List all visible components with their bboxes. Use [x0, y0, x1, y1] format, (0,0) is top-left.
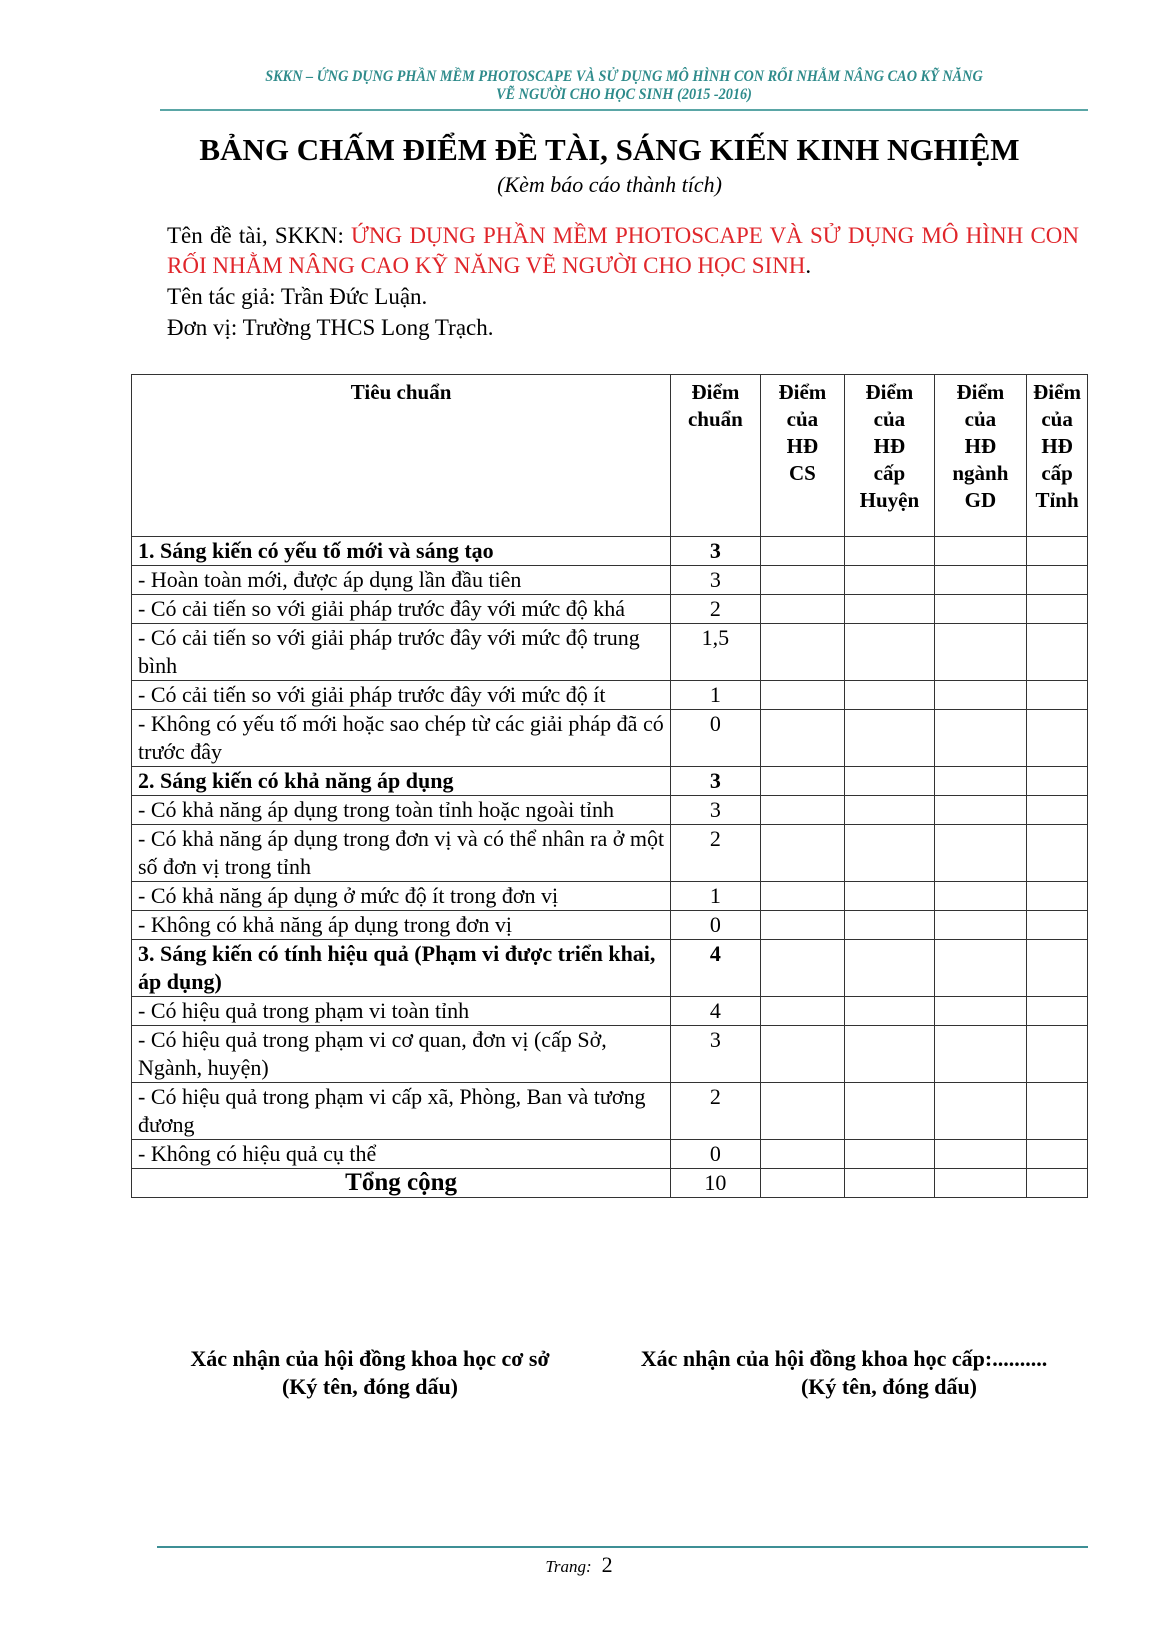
document-subtitle: (Kèm báo cáo thành tích)	[497, 172, 722, 197]
header-cs	[760, 375, 844, 537]
score-cell-nganh[interactable]	[934, 997, 1026, 1026]
score-cell-huyen[interactable]	[845, 796, 935, 825]
table-group-row	[132, 940, 1088, 997]
score-cell-nganh[interactable]	[934, 1083, 1026, 1140]
criteria-cell: - Không có khả năng áp dụng trong đơn vị	[132, 911, 671, 940]
score-cell-tinh[interactable]	[1027, 595, 1088, 624]
score-cell-nganh[interactable]	[934, 566, 1026, 595]
criteria-cell: - Có hiệu quả trong phạm vi cơ quan, đơn vị (cấp Sở, Ngành, huyện)	[132, 1026, 671, 1083]
topic-end: .	[805, 253, 812, 278]
standard-score-cell: 3	[671, 566, 760, 595]
score-cell-tinh[interactable]	[1027, 882, 1088, 911]
standard-score-cell: 1,5	[671, 624, 760, 681]
score-cell-cs[interactable]	[760, 595, 844, 624]
header-criteria: Tiêu chuẩn	[132, 375, 671, 537]
total-row	[132, 1169, 1088, 1198]
unit-line: Đơn vị: Trường THCS Long Trạch.	[167, 315, 494, 340]
header-line: của	[964, 407, 997, 431]
header-line: Điểm	[956, 380, 1005, 404]
page-footer	[0, 1552, 1158, 1578]
header-line: của	[873, 407, 906, 431]
score-cell-cs[interactable]	[760, 940, 844, 997]
score-cell-huyen[interactable]	[845, 537, 935, 566]
table-row	[132, 681, 1088, 710]
score-cell-tinh[interactable]	[1027, 681, 1088, 710]
score-cell-huyen[interactable]	[845, 997, 935, 1026]
criteria-cell: 1. Sáng kiến có yếu tố mới và sáng tạo	[132, 537, 671, 566]
score-cell-huyen[interactable]	[845, 882, 935, 911]
score-cell-cs[interactable]	[760, 537, 844, 566]
score-cell-tinh[interactable]	[1027, 1083, 1088, 1140]
header-line: ngành	[952, 461, 1009, 485]
standard-score-cell: 0	[671, 1140, 760, 1169]
table-group-row	[132, 537, 1088, 566]
score-cell-nganh[interactable]	[934, 1026, 1026, 1083]
score-cell-tinh[interactable]	[1027, 566, 1088, 595]
header-line: của	[1041, 407, 1073, 431]
score-cell-tinh[interactable]	[1027, 825, 1088, 882]
score-cell-cs[interactable]	[760, 767, 844, 796]
table-row	[132, 595, 1088, 624]
standard-score-cell: 0	[671, 710, 760, 767]
table-row	[132, 1083, 1088, 1140]
score-cell-cs[interactable]	[760, 911, 844, 940]
score-cell-huyen[interactable]	[845, 710, 935, 767]
total-label: Tổng cộng	[132, 1169, 671, 1198]
score-cell-huyen[interactable]	[845, 566, 935, 595]
score-cell-huyen[interactable]	[845, 825, 935, 882]
score-cell-nganh[interactable]	[934, 825, 1026, 882]
score-cell-tinh[interactable]	[1027, 796, 1088, 825]
score-cell-tinh[interactable]	[1027, 624, 1088, 681]
running-header	[197, 68, 1051, 104]
header-line: chuẩn	[687, 407, 743, 431]
header-line: HĐ	[1041, 434, 1073, 458]
header-line: cấp	[1041, 461, 1073, 485]
header-line: của	[786, 407, 819, 431]
criteria-cell: - Có cải tiến so với giải pháp trước đây với mức độ trung bình	[132, 624, 671, 681]
score-cell-cs[interactable]	[760, 1026, 844, 1083]
score-cell-nganh[interactable]	[934, 537, 1026, 566]
header-line: CS	[788, 461, 816, 485]
signature-base-note: (Ký tên, đóng dấu)	[281, 1374, 459, 1399]
standard-score-cell: 3	[671, 1026, 760, 1083]
table-row	[132, 997, 1088, 1026]
header-line: Huyện	[859, 488, 920, 512]
score-cell-huyen[interactable]	[845, 1140, 935, 1169]
score-cell-nganh[interactable]	[934, 1169, 1026, 1198]
score-cell-huyen[interactable]	[845, 767, 935, 796]
score-cell-cs[interactable]	[760, 796, 844, 825]
score-cell-huyen[interactable]	[845, 624, 935, 681]
total-score: 10	[671, 1169, 760, 1198]
standard-score-cell: 0	[671, 911, 760, 940]
header-line: Điểm	[1033, 380, 1081, 404]
score-cell-nganh[interactable]	[934, 882, 1026, 911]
criteria-cell: - Hoàn toàn mới, được áp dụng lần đầu tiên	[132, 566, 671, 595]
score-cell-tinh[interactable]	[1027, 997, 1088, 1026]
score-cell-nganh[interactable]	[934, 624, 1026, 681]
criteria-cell: - Không có hiệu quả cụ thể	[132, 1140, 671, 1169]
criteria-cell: 3. Sáng kiến có tính hiệu quả (Phạm vi được triển khai, áp dụng)	[132, 940, 671, 997]
score-cell-cs[interactable]	[760, 624, 844, 681]
criteria-cell: - Không có yếu tố mới hoặc sao chép từ các giải pháp đã có trước đây	[132, 710, 671, 767]
score-cell-huyen[interactable]	[845, 911, 935, 940]
criteria-cell: 2. Sáng kiến có khả năng áp dụng	[132, 767, 671, 796]
header-huyen	[845, 375, 935, 537]
standard-score-cell: 2	[671, 1083, 760, 1140]
score-cell-nganh[interactable]	[934, 767, 1026, 796]
standard-score-cell: 2	[671, 825, 760, 882]
criteria-cell: - Có khả năng áp dụng trong toàn tỉnh hoặc ngoài tỉnh	[132, 796, 671, 825]
header-line: cấp	[873, 461, 906, 485]
score-cell-tinh[interactable]	[1027, 1026, 1088, 1083]
standard-score-cell: 1	[671, 681, 760, 710]
header-line: HĐ	[964, 434, 997, 458]
page-label: Trang:	[545, 1557, 592, 1576]
standard-score-cell: 1	[671, 882, 760, 911]
document-title: BẢNG CHẤM ĐIỂM ĐỀ TÀI, SÁNG KIẾN KINH NGHIỆM	[199, 132, 1020, 167]
table-group-row	[132, 767, 1088, 796]
score-cell-huyen[interactable]	[845, 595, 935, 624]
table-row	[132, 710, 1088, 767]
score-cell-tinh[interactable]	[1027, 767, 1088, 796]
table-header-row	[132, 375, 1088, 537]
header-tinh	[1027, 375, 1088, 537]
author-line: Tên tác giả: Trần Đức Luận.	[167, 284, 428, 309]
footer-rule	[157, 1546, 1088, 1548]
header-line: HĐ	[786, 434, 819, 458]
running-header-line1: SKKN – ỨNG DỤNG PHẦN MỀM PHOTOSCAPE VÀ SỬ DỤNG MÔ HÌNH CON RỐI NHẰM NÂNG CAO KỸ NĂNG	[265, 68, 983, 85]
topic-value: ỨNG DỤNG PHẦN MỀM PHOTOSCAPE VÀ SỬ DỤNG MÔ HÌNH CON RỐI NHẰM NÂNG CAO KỸ NĂNG VẼ NGƯỜI CHO HỌC SINH	[167, 223, 1080, 278]
table-row	[132, 796, 1088, 825]
signature-block-base	[160, 1345, 580, 1401]
score-cell-cs[interactable]	[760, 1083, 844, 1140]
score-cell-tinh[interactable]	[1027, 940, 1088, 997]
header-line: Điểm	[778, 380, 827, 404]
header-line: GD	[964, 488, 997, 512]
signature-base-title: Xác nhận của hội đồng khoa học cơ sở	[190, 1346, 550, 1371]
header-standard	[671, 375, 760, 537]
score-cell-nganh[interactable]	[934, 681, 1026, 710]
criteria-cell: - Có hiệu quả trong phạm vi toàn tỉnh	[132, 997, 671, 1026]
score-cell-nganh[interactable]	[934, 911, 1026, 940]
score-cell-cs[interactable]	[760, 997, 844, 1026]
page-number: 2	[601, 1552, 613, 1577]
score-cell-cs[interactable]	[760, 566, 844, 595]
score-cell-tinh[interactable]	[1027, 1140, 1088, 1169]
standard-score-cell: 3	[671, 537, 760, 566]
standard-score-cell: 2	[671, 595, 760, 624]
table-row	[132, 882, 1088, 911]
table-body	[132, 537, 1088, 1169]
score-cell-huyen[interactable]	[845, 940, 935, 997]
criteria-cell: - Có cải tiến so với giải pháp trước đây với mức độ ít	[132, 681, 671, 710]
score-cell-nganh[interactable]	[934, 940, 1026, 997]
signature-block-level	[600, 1345, 1088, 1401]
score-cell-nganh[interactable]	[934, 595, 1026, 624]
score-cell-huyen[interactable]	[845, 681, 935, 710]
standard-score-cell: 3	[671, 767, 760, 796]
table-row	[132, 825, 1088, 882]
criteria-cell: - Có khả năng áp dụng trong đơn vị và có thể nhân ra ở một số đơn vị trong tỉnh	[132, 825, 671, 882]
running-header-line2: VẼ NGƯỜI CHO HỌC SINH (2015 -2016)	[496, 86, 752, 103]
table-row	[132, 1140, 1088, 1169]
score-cell-tinh[interactable]	[1027, 710, 1088, 767]
header-line: Điểm	[865, 380, 914, 404]
score-cell-cs[interactable]	[760, 710, 844, 767]
score-cell-cs[interactable]	[760, 681, 844, 710]
score-cell-huyen[interactable]	[845, 1026, 935, 1083]
header-nganh	[934, 375, 1026, 537]
topic-line	[167, 221, 1079, 281]
header-line: HĐ	[873, 434, 906, 458]
score-cell-tinh[interactable]	[1027, 911, 1088, 940]
score-cell-nganh[interactable]	[934, 710, 1026, 767]
score-cell-tinh[interactable]	[1027, 537, 1088, 566]
topic-label: Tên đề tài, SKKN:	[167, 223, 352, 248]
scoring-table	[131, 374, 1088, 1198]
signature-level-note: (Ký tên, đóng dấu)	[800, 1374, 978, 1399]
standard-score-cell: 3	[671, 796, 760, 825]
table-row	[132, 624, 1088, 681]
criteria-cell: - Có hiệu quả trong phạm vi cấp xã, Phòng, Ban và tương đương	[132, 1083, 671, 1140]
criteria-cell: - Có cải tiến so với giải pháp trước đây với mức độ khá	[132, 595, 671, 624]
score-cell-cs[interactable]	[760, 825, 844, 882]
standard-score-cell: 4	[671, 997, 760, 1026]
table-row	[132, 1026, 1088, 1083]
header-line: Điểm	[691, 380, 740, 404]
header-rule	[160, 109, 1088, 111]
table-row	[132, 911, 1088, 940]
score-cell-huyen[interactable]	[845, 1083, 935, 1140]
score-cell-cs[interactable]	[760, 882, 844, 911]
score-cell-huyen[interactable]	[845, 1169, 935, 1198]
header-line: Tỉnh	[1035, 488, 1079, 512]
score-cell-cs[interactable]	[760, 1169, 844, 1198]
criteria-cell: - Có khả năng áp dụng ở mức độ ít trong đơn vị	[132, 882, 671, 911]
signature-level-title: Xác nhận của hội đồng khoa học cấp:..........	[640, 1346, 1048, 1371]
score-cell-cs[interactable]	[760, 1140, 844, 1169]
score-cell-nganh[interactable]	[934, 796, 1026, 825]
score-cell-tinh[interactable]	[1027, 1169, 1088, 1198]
table-row	[132, 566, 1088, 595]
score-cell-nganh[interactable]	[934, 1140, 1026, 1169]
standard-score-cell: 4	[671, 940, 760, 997]
